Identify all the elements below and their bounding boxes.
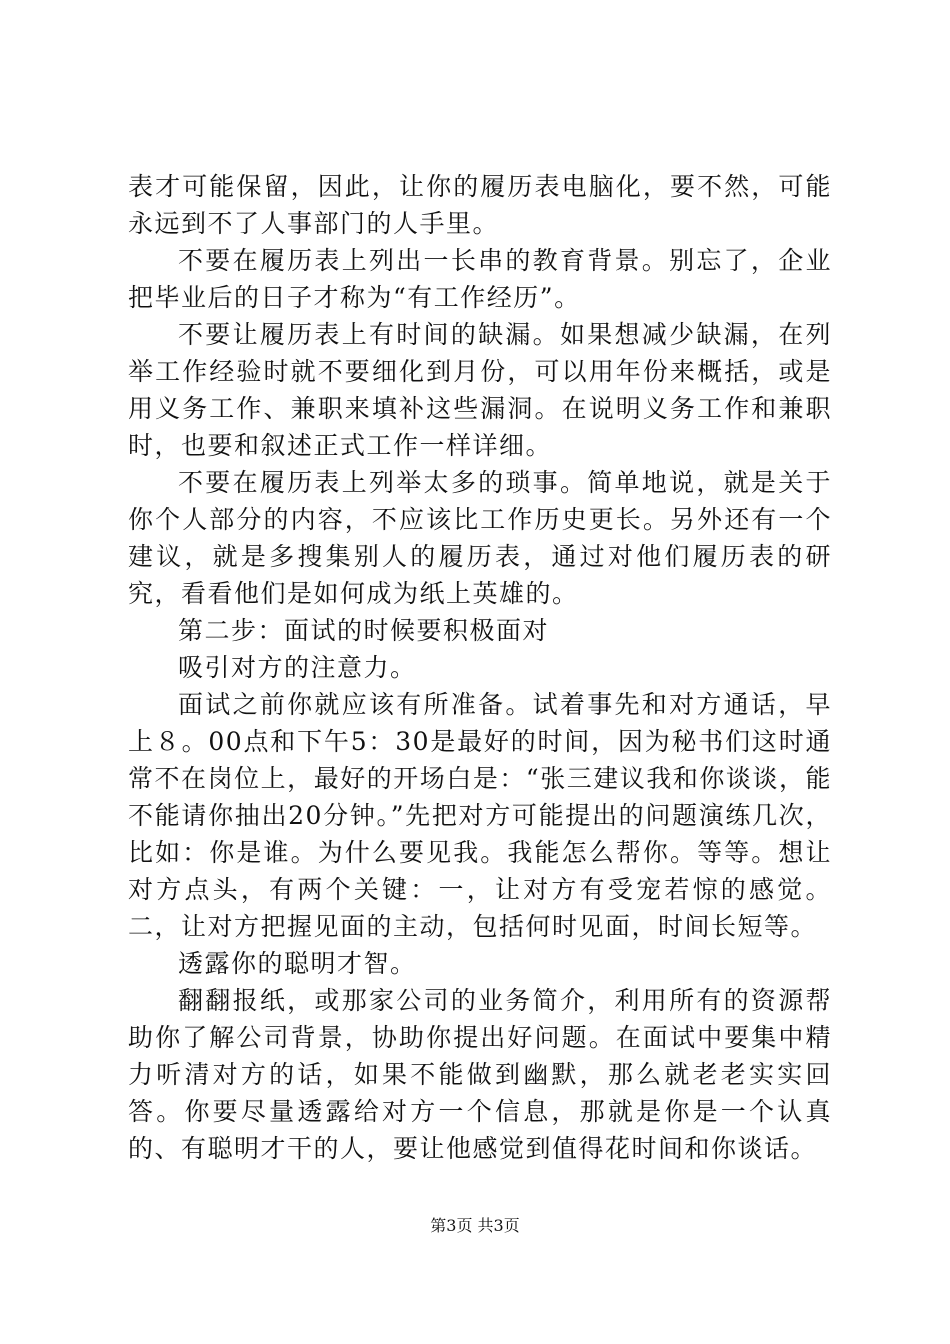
page-footer: 第3页 共3页 (430, 1216, 520, 1235)
paragraph: 不要在履历表上列举太多的琐事。简单地说，就是关于你个人部分的内容，不应该比工作历史更长。另外还有一个建议，就是多搜集别人的履历表，通过对他们履历表的研究，看看他们是如何成为纸上英雄的。 (128, 468, 832, 608)
paragraph: 翻翻报纸，或那家公司的业务简介，利用所有的资源帮助你了解公司背景，协助你提出好问题。在面试中要集中精力听清对方的话，如果不能做到幽默，那么就老老实实回答。你要尽量透露给对方一个信息，那就是你是一个认真的、有聪明才干的人，要让他感觉到值得花时间和你谈话。 (128, 986, 832, 1163)
subheading: 透露你的聪明才智。 (178, 949, 417, 978)
document-body (128, 168, 832, 1167)
section-heading: 第二步：面试的时候要积极面对 (178, 616, 550, 645)
paragraph: 面试之前你就应该有所准备。试着事先和对方通话，早上８。00点和下午5：30是最好的时间，因为秘书们这时通常不在岗位上，最好的开场白是：“张三建议我和你谈谈，能不能请你抽出20分钟。”先把对方可能提出的问题演练几次，比如：你是谁。为什么要见我。我能怎么帮你。等等。想让对方点头，有两个关键：一，让对方有受宠若惊的感觉。二，让对方把握见面的主动，包括何时见面，时间长短等。 (128, 690, 832, 941)
paragraph: 不要在履历表上列出一长串的教育背景。别忘了，企业把毕业后的日子才称为“有工作经历”。 (128, 246, 832, 312)
subheading: 吸引对方的注意力。 (178, 653, 417, 682)
paragraph: 不要让履历表上有时间的缺漏。如果想减少缺漏，在列举工作经验时就不要细化到月份，可以用年份来概括，或是用义务工作、兼职来填补这些漏洞。在说明义务工作和兼职时，也要和叙述正式工作一样详细。 (128, 320, 832, 460)
paragraph: 表才可能保留，因此，让你的履历表电脑化，要不然，可能永远到不了人事部门的人手里。 (128, 172, 832, 238)
